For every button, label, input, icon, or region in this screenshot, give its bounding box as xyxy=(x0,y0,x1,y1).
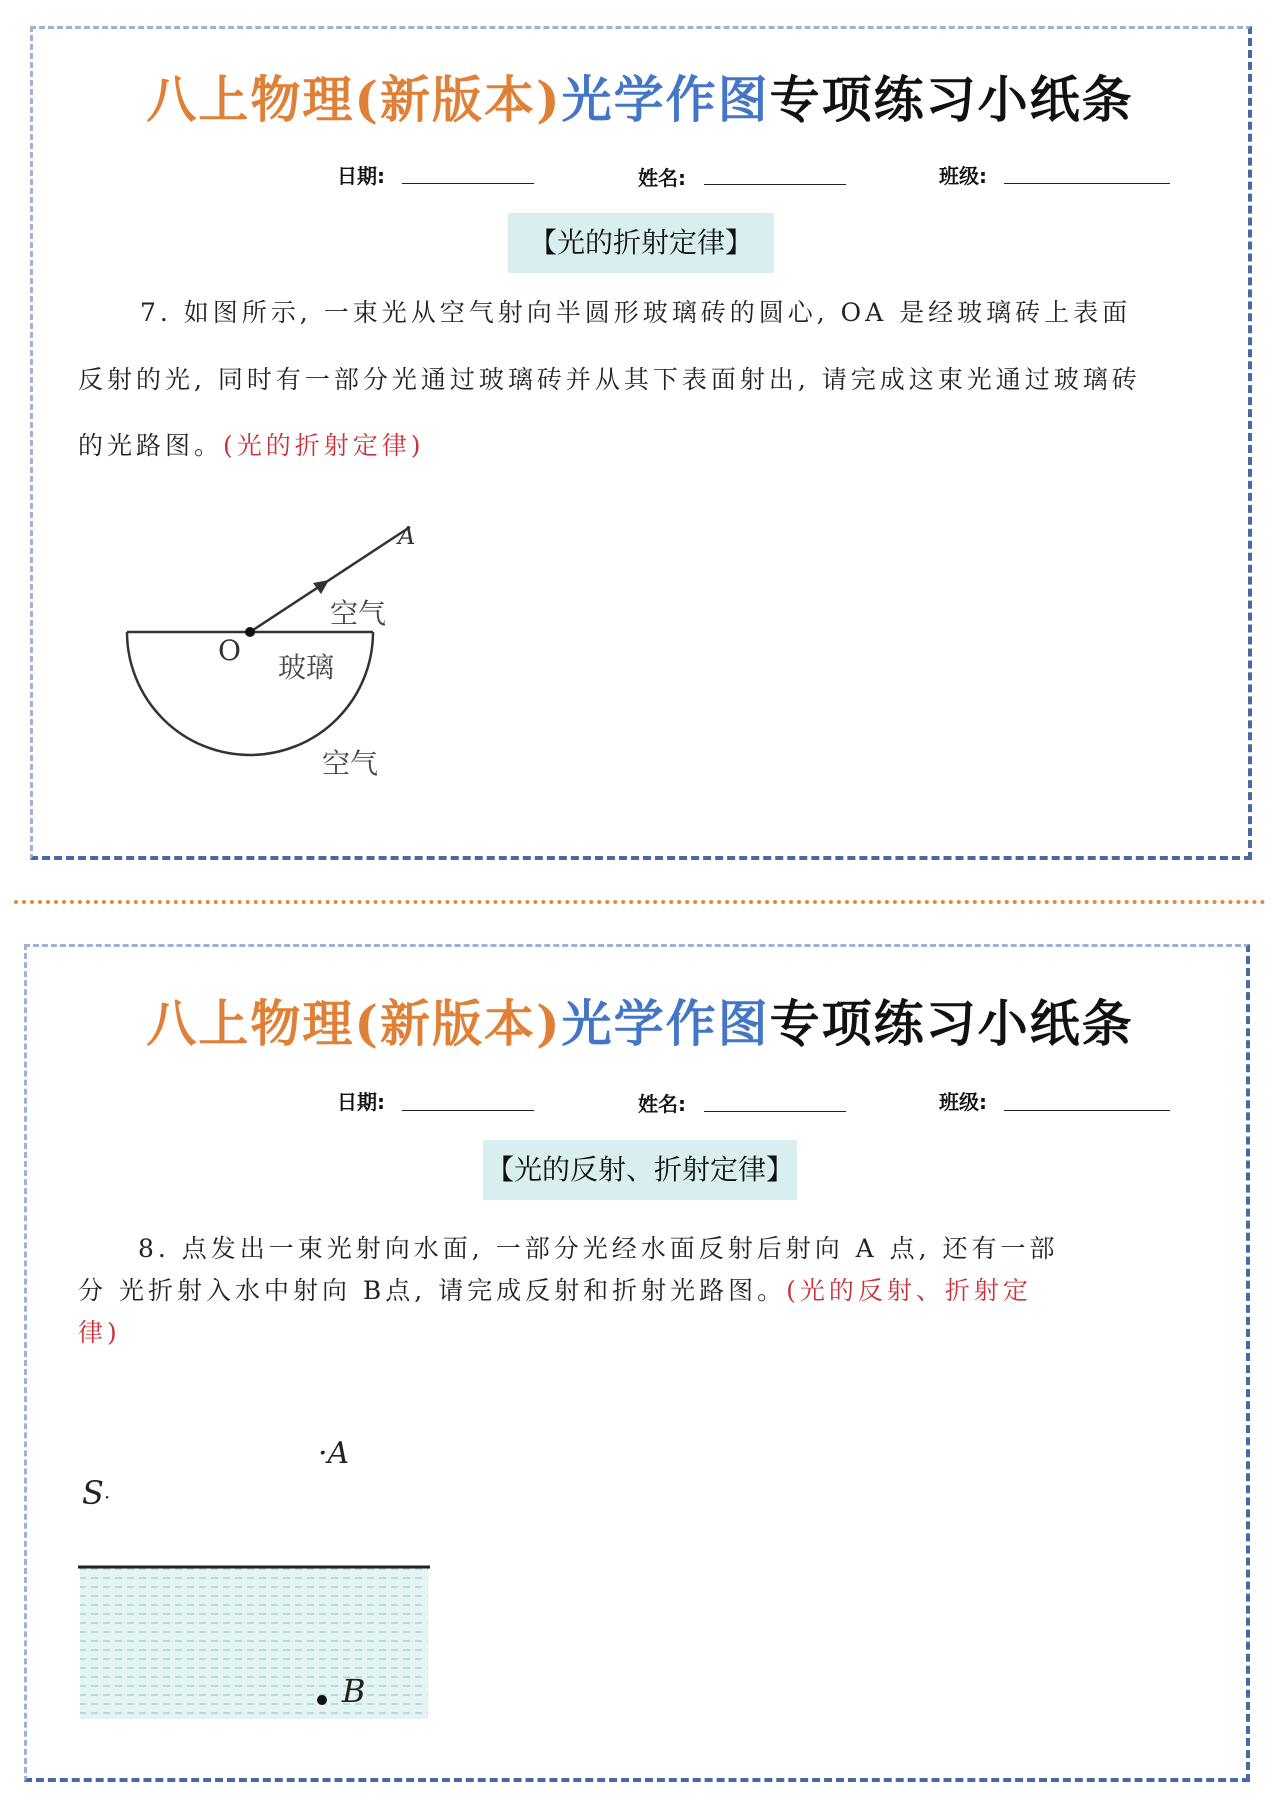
question-8-line-1: 8. 点发出一束光射向水面, 一部分光经水面反射后射向 A 点, 还有一部 xyxy=(138,1234,1059,1263)
label-s-text: S xyxy=(82,1474,104,1512)
page-title-1 xyxy=(0,60,1280,132)
section-separator xyxy=(14,900,1266,904)
topic-badge-2: 【光的反射、折射定律】 xyxy=(483,1140,797,1200)
name-label-1: 姓名: xyxy=(638,166,686,190)
date-field-1[interactable] xyxy=(402,183,534,184)
question-8-hint-a: (光的反射、折射定 xyxy=(786,1276,1032,1305)
glass-brick-outline xyxy=(127,632,373,755)
label-air-top: 空气 xyxy=(330,597,387,630)
date-label-2: 日期: xyxy=(337,1090,385,1114)
label-a-2 xyxy=(318,1436,349,1471)
label-a-1: A xyxy=(398,522,416,550)
question-7-text: 的光路图。 xyxy=(78,431,224,460)
point-o xyxy=(245,627,255,637)
dot-a: · xyxy=(318,1436,328,1471)
title-part-3: 专项练习小纸条 xyxy=(769,994,1134,1053)
class-field-2[interactable] xyxy=(1004,1110,1170,1111)
title-part-3: 专项练习小纸条 xyxy=(769,70,1134,129)
title-part-1: 八上物理(新版本) xyxy=(146,70,562,129)
title-part-1: 八上物理(新版本) xyxy=(146,994,562,1053)
page-title-2 xyxy=(0,984,1280,1056)
dot-s: · xyxy=(103,1485,111,1509)
question-7-line-2: 反射的光, 同时有一部分光通过玻璃砖并从其下表面射出, 请完成这束光通过玻璃砖 xyxy=(78,365,1141,394)
semicircle-glass-figure xyxy=(110,505,430,785)
label-b: B xyxy=(342,1672,366,1710)
topic-badge-1: 【光的折射定律】 xyxy=(508,213,774,273)
water-region xyxy=(80,1567,428,1719)
question-8-text: 分 光折射入水中射向 B点, 请完成反射和折射光路图。 xyxy=(78,1276,787,1305)
question-8-line-2 xyxy=(78,1271,1032,1307)
title-part-2: 光学作图 xyxy=(561,70,770,129)
water-surface-figure xyxy=(78,1555,430,1725)
question-8-hint-b: 律) xyxy=(78,1318,121,1347)
class-label-1: 班级: xyxy=(939,164,987,188)
date-label-1: 日期: xyxy=(337,164,385,188)
name-field-2[interactable] xyxy=(704,1111,846,1112)
label-s xyxy=(82,1474,110,1512)
name-field-1[interactable] xyxy=(704,184,846,185)
question-7-line-3 xyxy=(78,426,425,462)
label-a-2-text: A xyxy=(327,1436,350,1471)
question-7-line-1: 7. 如图所示, 一束光从空气射向半圆形玻璃砖的圆心, OA 是经玻璃砖上表面 xyxy=(140,298,1132,327)
date-field-2[interactable] xyxy=(402,1110,534,1111)
class-label-2: 班级: xyxy=(939,1090,987,1114)
question-7-hint: (光的折射定律) xyxy=(223,431,425,460)
point-b xyxy=(317,1695,327,1705)
title-part-2: 光学作图 xyxy=(561,994,770,1053)
ray-arrow xyxy=(313,580,329,594)
label-glass: 玻璃 xyxy=(278,651,335,684)
label-o: O xyxy=(218,634,241,667)
label-air-bottom: 空气 xyxy=(322,747,379,780)
name-label-2: 姓名: xyxy=(638,1092,686,1116)
class-field-1[interactable] xyxy=(1004,183,1170,184)
